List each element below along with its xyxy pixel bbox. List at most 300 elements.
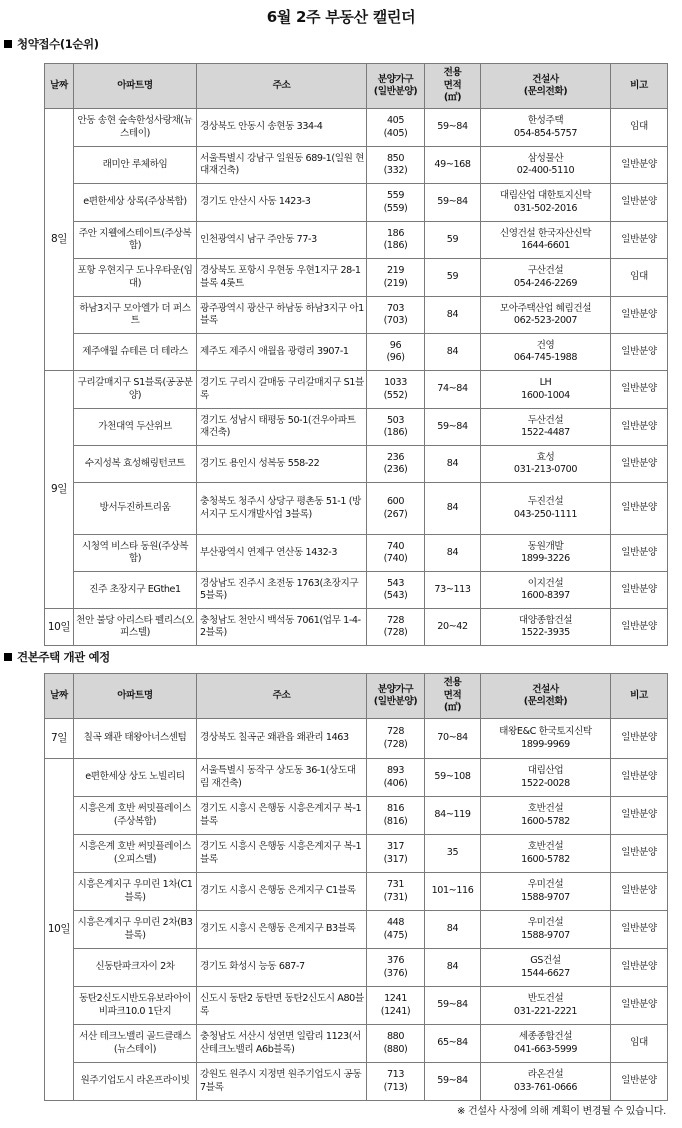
header-line: (문의전화)	[523, 86, 568, 97]
header-line: 건설사	[532, 683, 559, 695]
header-line: 아파트명	[117, 79, 153, 91]
units-general: (703)	[383, 315, 408, 326]
square-bullet-icon	[4, 40, 12, 48]
header-line: 분양가구	[377, 73, 414, 85]
units	[367, 446, 425, 483]
builder-phone: 1588-9707	[521, 891, 570, 903]
note: 일반분양	[611, 759, 668, 797]
builder-phone: 041-663-5999	[513, 1043, 578, 1055]
address: 광주광역시 광산구 하남동 하남3지구 아1블록	[197, 297, 367, 334]
units-general: (267)	[383, 508, 408, 520]
units-general: (552)	[383, 389, 408, 401]
header-apartment	[74, 64, 197, 109]
units	[367, 222, 425, 259]
note: 일반분양	[611, 483, 668, 535]
units-total: 600	[386, 496, 405, 507]
units-general: (731)	[383, 891, 408, 903]
units	[367, 949, 425, 987]
units	[367, 797, 425, 835]
note: 일반분양	[611, 184, 668, 222]
apartment-name: 포항 우현지구 도나우타운(임대)	[74, 259, 197, 297]
header-line: 면적	[443, 79, 462, 91]
units	[367, 719, 425, 759]
builder-name: 삼성물산	[527, 152, 564, 164]
address: 경기도 시흥시 은행동 시흥은계지구 복-1블록	[197, 797, 367, 835]
builder-name: 태왕E&C 한국토지신탁	[499, 726, 592, 737]
units-total: 405	[386, 115, 405, 126]
subscription-table	[44, 63, 668, 646]
section-heading-model-house	[4, 649, 110, 665]
table-row	[45, 1025, 668, 1063]
note: 임대	[611, 109, 668, 147]
area: 20~42	[425, 609, 481, 646]
builder-phone: 1522-0028	[521, 777, 570, 789]
builder-name: 두진건설	[527, 496, 564, 507]
table-row	[45, 1063, 668, 1101]
units-general: (219)	[383, 277, 408, 289]
area: 59~84	[425, 109, 481, 147]
area: 84	[425, 334, 481, 371]
area: 59~84	[425, 409, 481, 446]
builder	[481, 759, 611, 797]
builder	[481, 371, 611, 409]
units-general: (236)	[383, 464, 408, 475]
units	[367, 835, 425, 873]
table-row	[45, 147, 668, 184]
builder	[481, 797, 611, 835]
builder-name: 모아주택산업 혜림건설	[499, 302, 592, 314]
units	[367, 609, 425, 646]
address: 서울특별시 강남구 일원동 689-1(일원 현대재건축)	[197, 147, 367, 184]
units-general: (740)	[383, 553, 408, 564]
note: 일반분양	[611, 835, 668, 873]
builder-phone: 031-221-2221	[513, 1005, 578, 1017]
builder-phone: 054-854-5757	[513, 127, 578, 139]
builder-phone: 1522-4487	[521, 427, 570, 438]
section-heading-text: 청약접수(1순위)	[17, 37, 99, 51]
area: 35	[425, 835, 481, 873]
address: 신도시 동탄2 동탄면 동탄2신도시 A80블록	[197, 987, 367, 1025]
address: 충청남도 천안시 백석동 7061(업무 1-4-2블록)	[197, 609, 367, 646]
builder	[481, 949, 611, 987]
apartment-name: 칠곡 왜관 태왕아너스센텀	[74, 719, 197, 759]
builder-name: 한성주택	[527, 115, 564, 126]
area: 101~116	[425, 873, 481, 911]
area: 84	[425, 297, 481, 334]
address: 경기도 용인시 성복동 558-22	[197, 446, 367, 483]
units-total: 731	[386, 879, 405, 890]
units-general: (376)	[383, 967, 408, 979]
builder-name: 우미건설	[527, 917, 564, 928]
units	[367, 1063, 425, 1101]
builder	[481, 873, 611, 911]
apartment-name: 진주 초장지구 EGthe1	[74, 572, 197, 609]
area: 84	[425, 949, 481, 987]
units-total: 96	[389, 339, 402, 351]
builder-name: 호반건설	[527, 803, 564, 814]
address: 경기도 안산시 사동 1423-3	[197, 184, 367, 222]
units-total: 880	[386, 1031, 405, 1042]
table-row	[45, 535, 668, 572]
apartment-name: 시청역 비스타 동원(주상복합)	[74, 535, 197, 572]
units-total: 1241	[384, 993, 407, 1004]
header-address	[197, 674, 367, 719]
note: 일반분양	[611, 572, 668, 609]
address: 경기도 화성시 능동 687-7	[197, 949, 367, 987]
date-cell: 10일	[45, 759, 74, 1101]
builder	[481, 572, 611, 609]
header-date	[45, 674, 74, 719]
builder-name: 대림산업	[527, 765, 564, 776]
note: 일반분양	[611, 535, 668, 572]
table-row	[45, 572, 668, 609]
apartment-name: 시흥은계지구 우미린 1차(C1블록)	[74, 873, 197, 911]
builder-phone: 062-523-2007	[513, 315, 578, 326]
builder	[481, 987, 611, 1025]
builder-phone: 1899-9969	[521, 738, 570, 750]
apartment-name: 주안 지웰에스테이트(주상복합)	[74, 222, 197, 259]
area: 74~84	[425, 371, 481, 409]
address: 경기도 성남시 태평동 50-1(건우아파트 재건축)	[197, 409, 367, 446]
header-line: (㎡)	[443, 702, 462, 714]
units	[367, 483, 425, 535]
units	[367, 535, 425, 572]
units-total: 186	[386, 227, 405, 239]
builder	[481, 609, 611, 646]
header-line: (일반분양)	[373, 696, 418, 707]
apartment-name: 방서두진하트리움	[74, 483, 197, 535]
units-general: (406)	[383, 777, 408, 789]
header-line: 날짜	[50, 689, 68, 701]
header-note	[611, 64, 668, 109]
units-general: (713)	[383, 1081, 408, 1093]
header-line: (㎡)	[443, 92, 462, 104]
note: 일반분양	[611, 1063, 668, 1101]
builder-name: LH	[539, 377, 552, 388]
units-general: (559)	[383, 202, 408, 214]
builder	[481, 446, 611, 483]
address: 경상북도 칠곡군 왜관읍 왜관리 1463	[197, 719, 367, 759]
note: 일반분양	[611, 797, 668, 835]
header-line: 주소	[272, 689, 291, 701]
model-house-table	[44, 673, 668, 1101]
builder	[481, 184, 611, 222]
units	[367, 987, 425, 1025]
address: 경기도 시흥시 은행동 시흥은계지구 복-1블록	[197, 835, 367, 873]
area: 84	[425, 535, 481, 572]
builder	[481, 1063, 611, 1101]
apartment-name: 하남3지구 모아엘가 더 퍼스트	[74, 297, 197, 334]
header-area	[425, 674, 481, 719]
note: 일반분양	[611, 147, 668, 184]
table-row	[45, 259, 668, 297]
header-row	[45, 674, 668, 719]
units-total: 893	[386, 765, 405, 776]
builder	[481, 835, 611, 873]
header-line: 주소	[272, 79, 291, 91]
apartment-name: 래미안 루체하임	[74, 147, 197, 184]
table-row	[45, 719, 668, 759]
builder-name: 대양종합건설	[518, 614, 573, 626]
apartment-name: 수지성복 효성해링턴코트	[74, 446, 197, 483]
units-total: 219	[386, 265, 405, 276]
apartment-name: e편한세상 상도 노빌리티	[74, 759, 197, 797]
header-line: 건설사	[532, 73, 559, 85]
apartment-name: 원주기업도시 라온프라이빗	[74, 1063, 197, 1101]
area: 59	[425, 259, 481, 297]
table-row	[45, 109, 668, 147]
area: 84~119	[425, 797, 481, 835]
units	[367, 147, 425, 184]
note: 일반분양	[611, 911, 668, 949]
units-general: (475)	[383, 929, 408, 941]
units-general: (728)	[383, 738, 408, 750]
area: 59~84	[425, 987, 481, 1025]
area: 84	[425, 446, 481, 483]
table-row	[45, 483, 668, 535]
date-cell: 7일	[45, 719, 74, 759]
note: 일반분양	[611, 371, 668, 409]
table-row	[45, 759, 668, 797]
page-title: 6월 2주 부동산 캘린더	[266, 8, 416, 26]
builder-phone: 1600-8397	[521, 590, 570, 601]
builder-name: 건영	[536, 339, 555, 351]
units-total: 850	[386, 152, 405, 164]
builder-name: 라온건설	[527, 1069, 564, 1080]
units-total: 728	[386, 614, 405, 626]
note: 일반분양	[611, 609, 668, 646]
builder	[481, 259, 611, 297]
builder-phone: 1522-3935	[521, 627, 570, 638]
note: 일반분양	[611, 949, 668, 987]
header-address	[197, 64, 367, 109]
table-row	[45, 797, 668, 835]
units-total: 236	[386, 451, 405, 463]
area: 70~84	[425, 719, 481, 759]
builder-name: 구산건설	[527, 265, 564, 276]
date-cell: 8일	[45, 109, 74, 371]
table-row	[45, 184, 668, 222]
address: 경기도 구리시 갈매동 구리갈매지구 S1블록	[197, 371, 367, 409]
builder-phone: 031-502-2016	[513, 202, 578, 214]
builder	[481, 409, 611, 446]
builder-phone: 1588-9707	[521, 929, 570, 941]
units	[367, 334, 425, 371]
units-total: 703	[386, 302, 405, 314]
table-row	[45, 987, 668, 1025]
units	[367, 572, 425, 609]
builder-phone: 043-250-1111	[513, 508, 578, 520]
builder-phone: 064-745-1988	[513, 352, 578, 363]
table-row	[45, 873, 668, 911]
address: 경기도 시흥시 은행동 은계지구 C1블록	[197, 873, 367, 911]
header-line: 날짜	[50, 79, 68, 91]
builder-name: GS건설	[530, 955, 561, 966]
units-general: (317)	[383, 853, 408, 865]
note: 임대	[611, 1025, 668, 1063]
header-area	[425, 64, 481, 109]
header-line: 면적	[443, 689, 462, 701]
builder	[481, 535, 611, 572]
section-heading-subscription	[4, 36, 99, 52]
builder-name: 우미건설	[527, 879, 564, 890]
area: 49~168	[425, 147, 481, 184]
builder-phone: 02-400-5110	[516, 165, 575, 176]
header-date	[45, 64, 74, 109]
address: 경상북도 포항시 우현동 우현1지구 28-1블록 4롯트	[197, 259, 367, 297]
units-general: (186)	[383, 240, 408, 251]
builder-phone: 1600-1004	[521, 389, 570, 401]
address: 인천광역시 남구 주안동 77-3	[197, 222, 367, 259]
builder	[481, 334, 611, 371]
header-apartment	[74, 674, 197, 719]
builder	[481, 483, 611, 535]
units-general: (1241)	[380, 1005, 411, 1017]
area: 65~84	[425, 1025, 481, 1063]
builder-name: 반도건설	[527, 993, 564, 1004]
builder-phone: 1600-5782	[521, 815, 570, 827]
apartment-name: 서산 테크노밸리 골드클래스(뉴스테이)	[74, 1025, 197, 1063]
units-total: 448	[386, 917, 405, 928]
address: 강원도 원주시 지정면 원주기업도시 공동7블록	[197, 1063, 367, 1101]
units	[367, 873, 425, 911]
units-general: (728)	[383, 627, 408, 638]
area: 59~84	[425, 184, 481, 222]
table-row	[45, 297, 668, 334]
units-general: (880)	[383, 1043, 408, 1055]
header-builder	[481, 674, 611, 719]
header-row	[45, 64, 668, 109]
table-row	[45, 334, 668, 371]
table-row	[45, 835, 668, 873]
units	[367, 297, 425, 334]
note: 일반분양	[611, 409, 668, 446]
address: 부산광역시 연제구 연산동 1432-3	[197, 535, 367, 572]
builder-name: 호반건설	[527, 841, 564, 852]
units-total: 543	[386, 577, 405, 589]
apartment-name: 시흥은계 호반 써밋플레이스(오피스텔)	[74, 835, 197, 873]
builder-phone: 054-246-2269	[513, 277, 578, 289]
header-note	[611, 674, 668, 719]
footnote: ※ 건설사 사정에 의해 계획이 변경될 수 있습니다.	[457, 1106, 666, 1117]
apartment-name: 안동 송현 숲속한성사랑채(뉴스테이)	[74, 109, 197, 147]
builder-name: 동원개발	[527, 540, 564, 552]
header-line: 전용	[443, 67, 462, 79]
units-general: (96)	[386, 352, 405, 363]
builder-name: 두산건설	[527, 414, 564, 426]
units-general: (816)	[383, 815, 408, 827]
builder-phone: 033-761-0666	[513, 1081, 578, 1093]
address: 제주도 제주시 애월읍 광령리 3907-1	[197, 334, 367, 371]
apartment-name: e편한세상 상록(주상복합)	[74, 184, 197, 222]
units-total: 559	[386, 190, 405, 201]
apartment-name: 시흥은계 호반 써밋플레이스(주상복합)	[74, 797, 197, 835]
section-heading-text: 견본주택 개관 예정	[17, 650, 110, 664]
table-row	[45, 911, 668, 949]
address: 경상남도 진주시 초전동 1763(초장지구 5블록)	[197, 572, 367, 609]
units-general: (543)	[383, 590, 408, 601]
apartment-name: 가천대역 두산위브	[74, 409, 197, 446]
address: 충청북도 청주시 상당구 평촌동 51-1 (방서지구 도시개발사업 3블록)	[197, 483, 367, 535]
area: 59~108	[425, 759, 481, 797]
header-line: (일반분양)	[373, 86, 418, 97]
table-row	[45, 949, 668, 987]
table-row	[45, 222, 668, 259]
address: 경상북도 안동시 송현동 334-4	[197, 109, 367, 147]
units-total: 728	[386, 726, 405, 737]
area: 73~113	[425, 572, 481, 609]
square-bullet-icon	[4, 653, 12, 661]
builder-name: 대림산업 대한토지신탁	[499, 190, 592, 201]
date-cell: 9일	[45, 371, 74, 609]
units-general: (332)	[383, 165, 408, 176]
builder-phone: 1544-6627	[521, 967, 570, 979]
units	[367, 1025, 425, 1063]
apartment-name: 동탄2신도시반도유보라아이비파크10.0 1단지	[74, 987, 197, 1025]
header-units	[367, 674, 425, 719]
builder-name: 세종종합건설	[518, 1031, 573, 1042]
builder-phone: 1899-3226	[521, 553, 570, 564]
header-line: 아파트명	[117, 689, 153, 701]
address: 서울특별시 동작구 상도동 36-1(상도대림 재건축)	[197, 759, 367, 797]
table-row	[45, 371, 668, 409]
area: 84	[425, 483, 481, 535]
address: 경기도 시흥시 은행동 은계지구 B3블록	[197, 911, 367, 949]
note: 일반분양	[611, 297, 668, 334]
builder	[481, 109, 611, 147]
note: 일반분양	[611, 719, 668, 759]
units-total: 740	[386, 540, 405, 552]
note: 일반분양	[611, 873, 668, 911]
units-total: 503	[386, 414, 405, 426]
header-units	[367, 64, 425, 109]
table-row	[45, 446, 668, 483]
builder-name: 이지건설	[527, 577, 564, 589]
builder-name: 신영건설 한국자산신탁	[499, 227, 592, 239]
header-line: 전용	[443, 677, 462, 689]
apartment-name: 구리갈매지구 S1블록(공공분양)	[74, 371, 197, 409]
builder	[481, 1025, 611, 1063]
units	[367, 109, 425, 147]
note: 일반분양	[611, 987, 668, 1025]
units-general: (186)	[383, 427, 408, 438]
apartment-name: 천안 불당 아리스타 펠리스(오피스텔)	[74, 609, 197, 646]
date-cell: 10일	[45, 609, 74, 646]
address: 충청남도 서산시 성연면 일람리 1123(서산테크노밸리 A6b블록)	[197, 1025, 367, 1063]
note: 임대	[611, 259, 668, 297]
units	[367, 184, 425, 222]
units-total: 713	[386, 1069, 405, 1080]
note: 일반분양	[611, 446, 668, 483]
units	[367, 409, 425, 446]
builder-phone: 1644-6601	[521, 240, 570, 251]
builder	[481, 911, 611, 949]
units-total: 317	[386, 841, 405, 852]
builder-phone: 1600-5782	[521, 853, 570, 865]
units	[367, 759, 425, 797]
units	[367, 259, 425, 297]
units-total: 376	[386, 955, 405, 966]
area: 59~84	[425, 1063, 481, 1101]
builder	[481, 147, 611, 184]
builder-phone: 031-213-0700	[513, 464, 578, 475]
units	[367, 371, 425, 409]
note: 일반분양	[611, 334, 668, 371]
apartment-name: 신동탄파크자이 2차	[74, 949, 197, 987]
builder	[481, 222, 611, 259]
apartment-name: 제주애월 슈테른 더 테라스	[74, 334, 197, 371]
header-line: 비고	[630, 79, 648, 91]
